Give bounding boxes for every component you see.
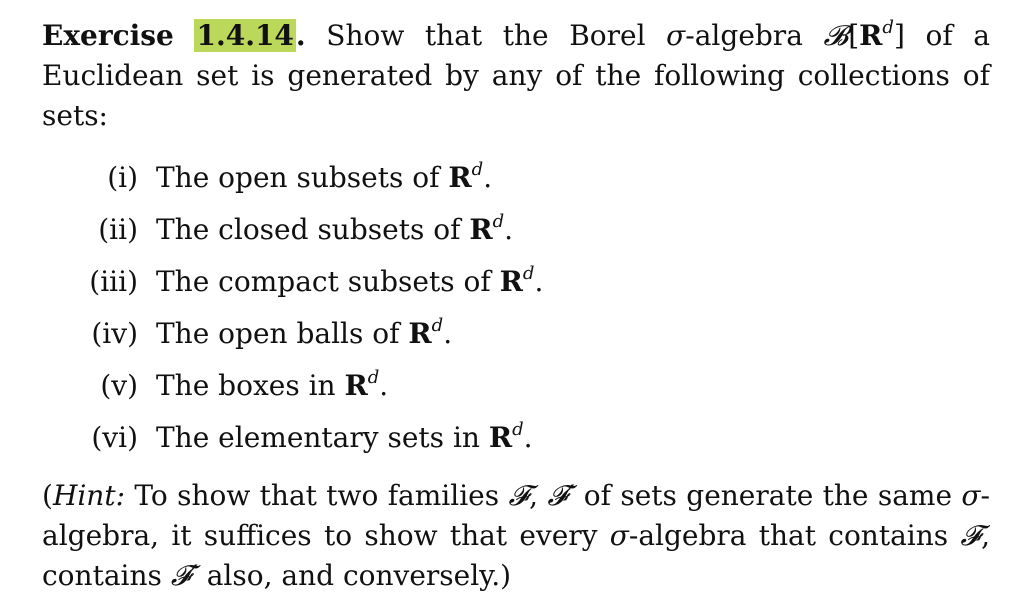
hint-text: -algebra, it suffices to show that every bbox=[42, 479, 990, 552]
hint-text: -algebra that contains bbox=[628, 519, 961, 552]
borel-symbol: 𝓑 bbox=[823, 19, 849, 52]
hint-text: , contains bbox=[42, 519, 990, 592]
statement-text-a: Show that the Borel bbox=[326, 19, 667, 52]
hint-paragraph bbox=[42, 476, 990, 596]
item-label: (i) bbox=[107, 161, 138, 194]
real-symbol: R bbox=[859, 19, 883, 52]
hint-text: of sets generate the same bbox=[574, 479, 962, 512]
exercise-statement bbox=[42, 16, 990, 136]
list-item bbox=[42, 204, 990, 256]
bracket-open: [ bbox=[848, 19, 860, 52]
hint-comma: , bbox=[529, 479, 548, 512]
family-f-prime-symbol: 𝓕′ bbox=[547, 479, 575, 512]
bracket-close: ] bbox=[893, 19, 905, 52]
hint-open-paren: ( bbox=[42, 479, 53, 512]
item-label: (v) bbox=[100, 369, 138, 402]
list-item bbox=[42, 152, 990, 204]
item-text: The compact subsets of $R^d$. bbox=[156, 263, 544, 298]
list-item bbox=[42, 412, 990, 464]
exercise-label: Exercise bbox=[42, 19, 174, 52]
family-f-prime-symbol: 𝓕′ bbox=[170, 559, 198, 592]
family-f-symbol: 𝓕 bbox=[960, 519, 982, 552]
dimension-superscript: d bbox=[882, 17, 894, 38]
hint-text: also, and conversely.) bbox=[197, 559, 512, 592]
exercise-period: . bbox=[295, 19, 306, 52]
exercise-number: 1.4.14 bbox=[196, 19, 294, 52]
hint-text: To show that two families bbox=[125, 479, 509, 512]
hint-label: Hint: bbox=[52, 479, 126, 512]
item-text: The boxes in $R^d$. bbox=[156, 367, 389, 402]
collections-list bbox=[42, 152, 990, 464]
statement-text-c: of a Euclidean set is generated by any of the following collections of sets: bbox=[42, 19, 991, 132]
sigma-symbol: σ bbox=[666, 19, 686, 52]
list-item bbox=[42, 256, 990, 308]
family-f-symbol: 𝓕 bbox=[508, 479, 530, 512]
item-text: The closed subsets of $R^d$. bbox=[156, 211, 514, 246]
item-text: The elementary sets in $R^d$. bbox=[156, 419, 533, 454]
item-label: (iv) bbox=[91, 317, 138, 350]
exercise-page bbox=[42, 16, 990, 596]
list-item bbox=[42, 360, 990, 412]
item-text: The open subsets of $R^d$. bbox=[156, 159, 493, 194]
item-label: (iii) bbox=[89, 265, 138, 298]
item-text: The open balls of $R^d$. bbox=[156, 315, 453, 350]
item-label: (vi) bbox=[91, 421, 138, 454]
statement-text-b: -algebra bbox=[685, 19, 824, 52]
sigma-symbol: σ bbox=[609, 519, 629, 552]
item-label: (ii) bbox=[98, 213, 138, 246]
sigma-symbol: σ bbox=[961, 479, 981, 512]
list-item bbox=[42, 308, 990, 360]
